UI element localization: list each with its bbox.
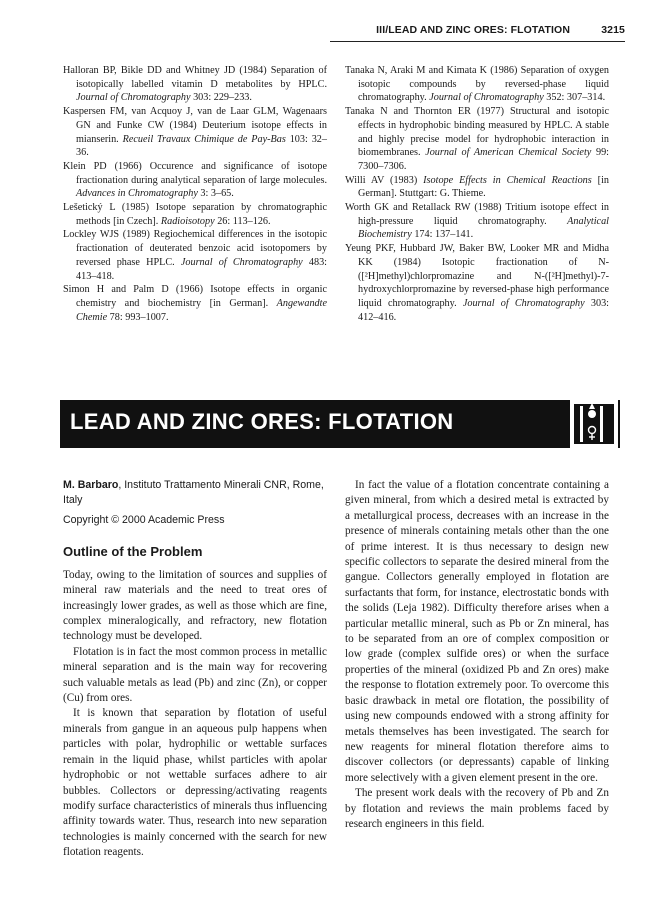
- body-paragraph: Flotation is in fact the most common process in metallic mineral separation and is the main way for recovering such valuable metals as lead (Pb) and zinc (Zn), or copper (Cu) from ores.: [63, 645, 327, 705]
- section-heading: Outline of the Problem: [63, 544, 203, 560]
- reference-entry: Tanaka N and Thornton ER (1977) Structural and isotopic effects in hydrophobic binding measured by HPLC. A stable and highly precise model for hydrophobic interaction in biomembranes. Journal of American Chemical Society 99: 7300–7306.: [345, 106, 609, 172]
- reference-entry: Tanaka N, Araki M and Kimata K (1986) Separation of oxygen isotopic compounds by reversed-phase liquid chromatography. Journal of Chromatography 352: 307–314.: [345, 65, 609, 104]
- reference-entry: Simon H and Palm D (1966) Isotope effects in organic chemistry and biochemistry [in German]. Angewandte Chemie 78: 993–1007.: [63, 284, 327, 323]
- article-left-column: [63, 478, 327, 861]
- body-paragraph: In fact the value of a flotation concentrate containing a given mineral, from which a desired metal is extracted by a metallurgical process, decreases with an increase in the presence of minerals containing metals other than the one of prime interest. It is thus necessary to design new specific collectors to separate the desired mineral from the gangue. Collectors generally employed in flotation are surfactants that form, for instance, electrostatic bonds with the solids (Leja 1982). Difficulty therefore arises when a particular metallic mineral, such as Pb or Zn mineral, has to be separated from an ore of complex composition or low grade (complex sulfide ores) or when the surface properties of the mineral (oxidized Pb and Zn ores) make the response to flotation extremely poor. To overcome this basic drawback in metal ore flotation, the possibility of using new compounds endowed with a strong affinity for metals themselves has been investigated. The search for new reagents for mineral flotation therefore aims to discover collectors (or depressants) capable of linking more selectively with a given element present in the ore.: [345, 479, 609, 784]
- references-right-column: [345, 64, 609, 324]
- article-title-banner: [60, 400, 620, 448]
- running-head-title: III/LEAD AND ZINC ORES: FLOTATION: [376, 24, 570, 36]
- article-right-column: [345, 478, 609, 832]
- author-line: [63, 478, 327, 507]
- author-name: M. Barbaro: [63, 479, 119, 491]
- running-head: [330, 20, 625, 42]
- article-title: LEAD AND ZINC ORES: FLOTATION: [70, 409, 454, 434]
- flotation-symbol-icon: [558, 400, 620, 448]
- references-left-column: [63, 64, 327, 324]
- reference-entry: Klein PD (1966) Occurence and significance of isotope fractionation during analytical separation of large molecules. Advances in Chromatography 3: 3–65.: [63, 160, 327, 200]
- body-paragraph: The present work deals with the recovery of Pb and Zn by flotation and reviews the main problems faced by research engineers in this field.: [345, 787, 609, 830]
- reference-entry: Willi AV (1983) Isotope Effects in Chemical Reactions [in German]. Stuttgart: G. Thieme.: [345, 174, 610, 200]
- author-affiliation: , Instituto Trattamento Minerali CNR, Rome, Italy: [63, 479, 324, 506]
- reference-entry: Yeung PKF, Hubbard JW, Baker BW, Looker MR and Midha KK (1984) Isotopic fractionation of N-([²H]methyl)chlorpromazine and N-([²H]methyl)-7-hydroxychlorpromazine by reversed-phase high performance liquid chromatography. Journal of Chromatography 303: 412–416.: [345, 243, 610, 323]
- header-rule: [330, 41, 625, 42]
- reference-entry: Halloran BP, Bikle DD and Whitney JD (1984) Separation of isotopically labelled vitamin D metabolites by HPLC. Journal of Chromatography 303: 229–233.: [63, 65, 327, 104]
- reference-entry: Lockley WJS (1989) Regiochemical differences in the isotopic fractionation of deuterated benzoic acid isotopomers by reversed phase HPLC. Journal of Chromatography 483: 413–418.: [63, 229, 327, 282]
- page-number: 3215: [601, 24, 625, 36]
- reference-entry: Worth GK and Retallack RW (1988) Tritium isotope effect in high-pressure liquid chromatography. Analytical Biochemistry 174: 137–141.: [345, 202, 609, 241]
- reference-entry: Kaspersen FM, van Acquoy J, van de Laar GLM, Wagenaars GN and Funke CW (1984) Deuterium isotope effects in mianserin. Recueil Travaux Chimique de Pay-Bas 103: 32–36.: [63, 106, 327, 159]
- body-paragraph: Today, owing to the limitation of sources and supplies of mineral raw materials and the need to treat ores of increasingly lower grades, as well as those which are fine, complex mineralogically, and refractory, new flotation technology must be developed.: [63, 568, 327, 643]
- body-paragraph: It is known that separation by flotation of useful minerals from gangue in an aqueous pulp happens when particles with polar, hydrophilic or wettable surfaces remain in the liquid phase, whilst particles with apolar hydrophobic or not wettable surfaces adhere to air bubbles. Collectors or depressing/activating reagents modify surface characteristics of minerals thus influencing affinity towards water. Thus, research into new separation technologies is mainly concerned with the search for new flotation reagents.: [63, 707, 327, 859]
- copyright-line: Copyright © 2000 Academic Press: [63, 514, 225, 526]
- reference-entry: Lešetický L (1985) Isotope separation by chromatographic methods [in Czech]. Radioisotopy 26: 113–126.: [63, 202, 327, 227]
